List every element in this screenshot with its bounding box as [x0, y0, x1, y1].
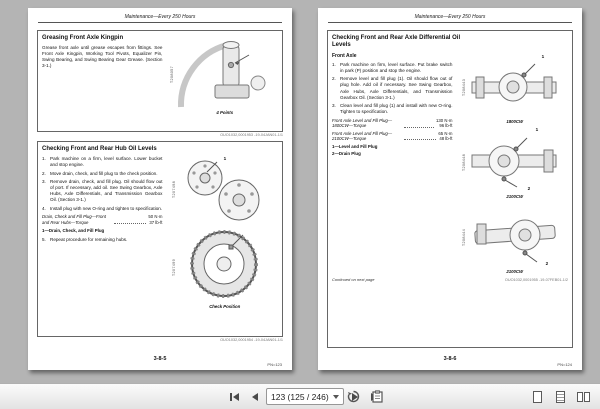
step-item — [42, 237, 162, 243]
spec-label: Front Axle Level and Fill Plug—1800CW—Torque — [332, 117, 393, 129]
chevron-down-icon[interactable] — [333, 395, 339, 399]
figure-caption: 1800CW — [506, 118, 524, 124]
figure-hub-faces — [172, 156, 272, 224]
figure-id-label: T208443 — [462, 79, 467, 97]
rotate-icon — [347, 390, 360, 403]
continuous-pages-icon — [556, 391, 565, 403]
running-header: Maintenance—Every 250 Hours — [328, 14, 572, 23]
first-page-icon — [230, 393, 232, 401]
figure-front-axle-1800cw — [462, 52, 562, 124]
axle-illustration — [467, 127, 562, 193]
callout-number: 1 — [535, 126, 539, 132]
step-text: Clean level and fill plug (1) and install with new O-ring. Tighten to specification. — [340, 103, 453, 115]
spec-imperial: 48 lb-ft — [439, 135, 453, 141]
kingpin-illustration — [175, 35, 275, 109]
section-title: Checking Front and Rear Hub Oil Levels — [42, 146, 157, 152]
rotate-view-button[interactable] — [345, 388, 362, 406]
legend-line: 1—Drain, Check, and Fill Plug — [42, 228, 105, 234]
step-text: Remove drain, check, and fill plug. Oil should flow out of port. If necessary, add oil. See Swing Gearbox, Axle Hubs, Axle Differentials, and Transmission Gearbox Oil. (Section 3-1.) — [50, 179, 163, 203]
spec-label: Front Axle Level and Fill Plug—2100CW—Torque — [332, 130, 393, 141]
step-number: 1. — [332, 61, 336, 67]
spec-label: Drain, Check and Fill Plug—Front and Rear Hubs—Torque — [42, 214, 107, 225]
torque-spec-row — [332, 131, 452, 142]
figure-id-label: T207499 — [172, 259, 177, 277]
pdf-page-left — [28, 8, 292, 370]
pn-label: PN=124 — [557, 362, 572, 367]
section-checking-hub-oil-levels — [37, 141, 283, 337]
callout-number: 1 — [223, 155, 227, 161]
doc-code: OUO1032,0001953 -19-04JAN01-1/1 — [220, 133, 283, 137]
spec-imperial: 37 lb-ft — [149, 219, 163, 225]
figure-front-axle-2100cw — [462, 127, 562, 199]
figure-id-label: T208448 — [462, 154, 467, 172]
spec-metric: 130 N·m — [435, 117, 453, 123]
torque-spec-row — [332, 118, 452, 129]
step-text: Repeat procedure for remaining hubs. — [50, 237, 128, 243]
step-number: 3. — [42, 179, 46, 185]
step-number: 2. — [42, 170, 46, 176]
wheel-illustration — [177, 227, 272, 303]
step-number: 2. — [332, 76, 336, 82]
continued-label: Continued on next page — [332, 276, 375, 282]
doc-code: OUO1032,0001954 -19-04JAN01-1/1 — [220, 338, 283, 342]
figure-id-label: T208444 — [462, 229, 467, 247]
step-text: Remove level and fill plug (1). Oil should flow out of plug hole. Add oil if necessary. See Swing Gearbox, Axle Hubs, Axle Differentials, and Transmission Gearbox Oil. (Section 3-1.) — [340, 76, 453, 100]
single-page-icon — [533, 391, 542, 403]
step-item — [332, 76, 452, 100]
section-body: Grease front axle until grease escapes from fittings. See Front Axle Kingpin, Working Tool Pivots, Equalizer Pin, Swing Bearing, and Swing Bearing Gear Grease. (Section 3-1.) — [42, 44, 163, 69]
figure-wheel-check-position — [172, 227, 272, 309]
single-page-view-button[interactable] — [529, 388, 546, 406]
step-text: Install plug with new O-ring and tighten to specification. — [50, 205, 163, 211]
figure-kingpin — [170, 35, 275, 115]
step-item — [42, 206, 162, 212]
step-item — [332, 103, 452, 115]
axle-illustration — [467, 52, 562, 118]
running-header: Maintenance—Every 250 Hours — [38, 14, 282, 23]
step-number: 1. — [42, 155, 46, 161]
spec-metric: 65 N·m — [438, 130, 453, 136]
dotted-leader — [114, 223, 147, 224]
clipboard-icon — [371, 390, 384, 403]
step-text: Move drain, check, and fill plug to the check position. — [50, 170, 158, 176]
figure-caption: 2100CW — [506, 193, 524, 199]
page-number-value: 123 (125 / 246) — [271, 391, 329, 402]
section-greasing-front-axle-kingpin — [37, 30, 283, 132]
figure-caption: 2100CW — [506, 268, 524, 274]
torque-spec-row — [42, 214, 162, 225]
figure-id-label: T207498 — [172, 181, 177, 199]
section-title: Checking Front and Rear Axle Differential Oil Levels — [332, 35, 461, 48]
figure-rear-axle-2100cw — [462, 202, 562, 274]
facing-pages-icon — [577, 392, 590, 402]
spec-metric: 50 N·m — [148, 214, 163, 220]
step-item — [42, 171, 162, 177]
step-number: 5. — [42, 237, 46, 243]
legend-line: 1—Level and Fill Plug — [332, 144, 378, 150]
page-number: 3-8-5 — [153, 356, 167, 362]
page-number: 3-8-6 — [443, 356, 457, 362]
step-number: 4. — [42, 205, 46, 211]
viewer-toolbar — [0, 383, 600, 409]
step-item — [42, 156, 162, 168]
figure-caption: Check Position — [209, 303, 241, 309]
step-text: Park machine on a firm, level surface. Lower bucket and stop engine. — [50, 155, 163, 167]
figure-id-label: T208057 — [169, 66, 174, 84]
facing-pages-view-button[interactable] — [575, 388, 592, 406]
dotted-leader — [404, 127, 434, 128]
section-checking-axle-differential-oil — [327, 30, 573, 348]
step-item — [42, 179, 162, 203]
callout-number: 2 — [527, 185, 531, 191]
first-page-button[interactable] — [226, 388, 243, 406]
doc-code: OUO1032,0001955 -19-07FEB01-1/2 — [504, 277, 568, 282]
continuous-view-button[interactable] — [552, 388, 569, 406]
pn-label: PN=123 — [267, 362, 282, 367]
page-number-field[interactable] — [266, 388, 344, 405]
callout-number: 1 — [541, 53, 545, 59]
figure-caption: 4 Points — [216, 110, 234, 115]
previous-page-icon — [252, 393, 258, 401]
hub-faces-illustration — [177, 156, 272, 224]
dotted-leader — [404, 139, 437, 140]
spec-imperial: 96 lb-ft — [439, 123, 453, 129]
pdf-page-right — [318, 8, 582, 370]
axle-illustration — [467, 202, 562, 268]
callout-number: 2 — [545, 260, 549, 266]
step-text: Park machine on firm, level surface. Put brake switch in park (P) position and stop the engine. — [340, 61, 453, 73]
subsection-title: Front Axle — [332, 52, 357, 59]
step-number: 3. — [332, 103, 336, 109]
section-title: Greasing Front Axle Kingpin — [42, 35, 124, 41]
legend-line: 2—Drain Plug — [332, 151, 361, 157]
previous-page-button[interactable] — [246, 388, 263, 406]
snapshot-button[interactable] — [369, 388, 386, 406]
step-item — [332, 62, 452, 74]
